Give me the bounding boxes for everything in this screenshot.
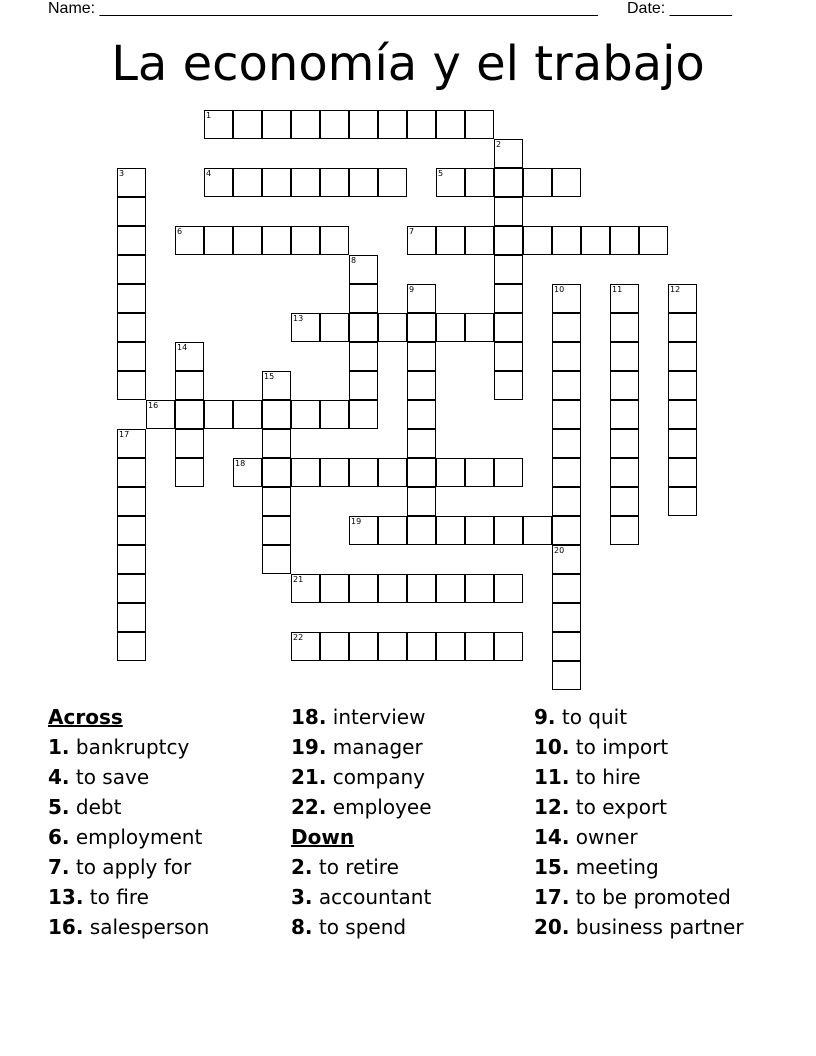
clue-item-text: bankruptcy (75, 735, 190, 759)
grid-cell[interactable] (378, 574, 407, 603)
clue-item (291, 702, 432, 732)
grid-cell[interactable] (552, 632, 581, 661)
clue-number: 14 (177, 343, 188, 352)
clue-number: 10 (554, 285, 565, 294)
grid-cell[interactable] (175, 342, 204, 371)
clue-column-2 (291, 702, 432, 942)
grid-cell[interactable] (291, 632, 320, 661)
grid-cell[interactable] (320, 110, 349, 139)
clue-number: 22 (293, 633, 304, 642)
grid-cell[interactable] (552, 487, 581, 516)
grid-cell[interactable] (552, 284, 581, 313)
grid-cell[interactable] (349, 574, 378, 603)
grid-cell[interactable] (552, 313, 581, 342)
clue-item-text: company (332, 765, 425, 789)
clue-item-number: 9. (534, 705, 556, 729)
clue-item-text: business partner (575, 915, 744, 939)
grid-cell[interactable] (378, 313, 407, 342)
clue-item-text: manager (332, 735, 423, 759)
clue-item-text: to export (575, 795, 668, 819)
clue-number: 20 (554, 546, 565, 555)
grid-cell[interactable] (610, 284, 639, 313)
clue-item-number: 20. (534, 915, 570, 939)
clue-item (291, 882, 432, 912)
grid-cell[interactable] (262, 226, 291, 255)
grid-cell[interactable] (407, 632, 436, 661)
grid-cell[interactable] (668, 429, 697, 458)
clue-item-number: 13. (48, 885, 84, 909)
grid-cell[interactable] (378, 458, 407, 487)
clue-item-text: owner (575, 825, 638, 849)
clue-number: 19 (351, 517, 362, 526)
clue-item-number: 14. (534, 825, 570, 849)
grid-cell[interactable] (581, 226, 610, 255)
grid-cell[interactable] (262, 371, 291, 400)
clue-item (291, 762, 432, 792)
clue-item (534, 852, 744, 882)
grid-cell[interactable] (349, 632, 378, 661)
clue-item (48, 822, 209, 852)
clue-item-number: 18. (291, 705, 327, 729)
grid-cell[interactable] (407, 574, 436, 603)
clue-item (534, 822, 744, 852)
grid-cell[interactable] (494, 516, 523, 545)
clue-item (48, 732, 209, 762)
grid-cell[interactable] (436, 313, 465, 342)
grid-cell[interactable] (407, 226, 436, 255)
clue-item-text: to apply for (75, 855, 192, 879)
grid-cell[interactable] (494, 458, 523, 487)
grid-cell[interactable] (117, 603, 146, 632)
grid-cell[interactable] (320, 168, 349, 197)
clue-item (534, 792, 744, 822)
clue-item-text: to be promoted (575, 885, 731, 909)
clue-item (534, 882, 744, 912)
grid-cell[interactable] (436, 516, 465, 545)
grid-cell[interactable] (407, 429, 436, 458)
clue-number: 18 (235, 459, 246, 468)
grid-cell[interactable] (378, 168, 407, 197)
clue-item-text: employment (75, 825, 203, 849)
grid-cell[interactable] (233, 226, 262, 255)
clue-item-text: accountant (318, 885, 432, 909)
clue-number: 7 (409, 227, 415, 236)
grid-cell[interactable] (523, 226, 552, 255)
clue-number: 1 (206, 111, 212, 120)
grid-cell[interactable] (639, 226, 668, 255)
clue-item-number: 8. (291, 915, 313, 939)
clue-item (48, 912, 209, 942)
grid-cell[interactable] (552, 661, 581, 690)
grid-cell[interactable] (117, 516, 146, 545)
clue-item-text: to quit (561, 705, 628, 729)
grid-cell[interactable] (117, 429, 146, 458)
grid-cell[interactable] (465, 313, 494, 342)
clue-number: 11 (612, 285, 623, 294)
grid-cell[interactable] (262, 110, 291, 139)
grid-cell[interactable] (407, 110, 436, 139)
grid-cell[interactable] (407, 516, 436, 545)
grid-cell[interactable] (117, 197, 146, 226)
grid-cell[interactable] (494, 168, 523, 197)
grid-cell[interactable] (436, 458, 465, 487)
clue-item-number: 16. (48, 915, 84, 939)
clue-item (534, 912, 744, 942)
clue-item-text: to hire (575, 765, 641, 789)
grid-cell[interactable] (668, 313, 697, 342)
grid-cell[interactable] (117, 168, 146, 197)
clue-item (48, 762, 209, 792)
clue-item-text: to spend (318, 915, 407, 939)
grid-cell[interactable] (436, 110, 465, 139)
grid-cell[interactable] (175, 400, 204, 429)
grid-cell[interactable] (117, 284, 146, 313)
clue-item (534, 702, 744, 732)
clue-heading: Down (291, 825, 355, 849)
grid-cell[interactable] (291, 458, 320, 487)
clue-number: 6 (177, 227, 183, 236)
date-field-line[interactable]: Date: _______ (627, 0, 732, 17)
grid-cell[interactable] (668, 342, 697, 371)
grid-cell[interactable] (465, 574, 494, 603)
clue-item-number: 10. (534, 735, 570, 759)
grid-cell[interactable] (349, 284, 378, 313)
grid-cell[interactable] (233, 110, 262, 139)
grid-cell[interactable] (552, 574, 581, 603)
grid-cell[interactable] (610, 429, 639, 458)
grid-cell[interactable] (668, 371, 697, 400)
grid-cell[interactable] (494, 139, 523, 168)
grid-cell[interactable] (117, 313, 146, 342)
grid-cell[interactable] (320, 400, 349, 429)
grid-cell[interactable] (204, 110, 233, 139)
clue-number: 15 (264, 372, 275, 381)
clue-number: 8 (351, 256, 357, 265)
clue-item-text: salesperson (89, 915, 210, 939)
grid-cell[interactable] (610, 400, 639, 429)
clue-item-number: 1. (48, 735, 70, 759)
grid-cell[interactable] (436, 226, 465, 255)
grid-cell[interactable] (262, 545, 291, 574)
grid-cell[interactable] (175, 371, 204, 400)
clue-item-number: 22. (291, 795, 327, 819)
grid-cell[interactable] (552, 458, 581, 487)
grid-cell[interactable] (552, 545, 581, 574)
grid-cell[interactable] (523, 168, 552, 197)
grid-cell[interactable] (349, 313, 378, 342)
grid-cell[interactable] (117, 255, 146, 284)
grid-cell[interactable] (262, 168, 291, 197)
grid-cell[interactable] (349, 255, 378, 284)
grid-cell[interactable] (407, 313, 436, 342)
grid-cell[interactable] (262, 429, 291, 458)
clue-item (48, 882, 209, 912)
clue-number: 12 (670, 285, 681, 294)
clue-item-number: 4. (48, 765, 70, 789)
grid-cell[interactable] (291, 400, 320, 429)
grid-cell[interactable] (552, 168, 581, 197)
grid-cell[interactable] (494, 632, 523, 661)
clue-item-number: 17. (534, 885, 570, 909)
grid-cell[interactable] (262, 458, 291, 487)
grid-cell[interactable] (494, 574, 523, 603)
grid-cell[interactable] (610, 516, 639, 545)
clue-item (291, 732, 432, 762)
grid-cell[interactable] (349, 516, 378, 545)
grid-cell[interactable] (233, 400, 262, 429)
grid-cell[interactable] (668, 284, 697, 313)
name-field-line[interactable]: Name: ________________________________________________________ (48, 0, 598, 17)
grid-cell[interactable] (523, 516, 552, 545)
grid-cell[interactable] (436, 168, 465, 197)
grid-cell[interactable] (610, 342, 639, 371)
grid-cell[interactable] (233, 458, 262, 487)
grid-cell[interactable] (291, 168, 320, 197)
clue-item (291, 792, 432, 822)
clue-number: 2 (496, 140, 502, 149)
clue-number: 9 (409, 285, 415, 294)
clue-item (48, 852, 209, 882)
clue-item-text: to fire (89, 885, 149, 909)
grid-cell[interactable] (407, 284, 436, 313)
grid-cell[interactable] (204, 400, 233, 429)
grid-cell[interactable] (668, 487, 697, 516)
clue-item (48, 792, 209, 822)
grid-cell[interactable] (262, 487, 291, 516)
grid-cell[interactable] (320, 313, 349, 342)
grid-cell[interactable] (117, 487, 146, 516)
grid-cell[interactable] (117, 458, 146, 487)
grid-cell[interactable] (378, 632, 407, 661)
grid-cell[interactable] (552, 516, 581, 545)
grid-cell[interactable] (320, 458, 349, 487)
grid-cell[interactable] (320, 226, 349, 255)
grid-cell[interactable] (175, 458, 204, 487)
clue-heading: Across (48, 705, 123, 729)
grid-cell[interactable] (320, 632, 349, 661)
grid-cell[interactable] (117, 342, 146, 371)
clue-item-number: 3. (291, 885, 313, 909)
grid-cell[interactable] (117, 632, 146, 661)
clue-item-number: 7. (48, 855, 70, 879)
grid-cell[interactable] (117, 545, 146, 574)
clue-number: 5 (438, 169, 444, 178)
grid-cell[interactable] (552, 603, 581, 632)
grid-cell[interactable] (349, 168, 378, 197)
clue-item-text: to save (75, 765, 150, 789)
clue-item (291, 852, 432, 882)
grid-cell[interactable] (610, 226, 639, 255)
grid-cell[interactable] (291, 574, 320, 603)
clue-item-number: 11. (534, 765, 570, 789)
clue-item-text: meeting (575, 855, 659, 879)
grid-cell[interactable] (407, 371, 436, 400)
clue-number: 3 (119, 169, 125, 178)
grid-cell[interactable] (552, 226, 581, 255)
grid-cell[interactable] (233, 168, 262, 197)
grid-cell[interactable] (146, 400, 175, 429)
grid-cell[interactable] (552, 371, 581, 400)
grid-cell[interactable] (610, 487, 639, 516)
grid-cell[interactable] (465, 458, 494, 487)
grid-cell[interactable] (668, 458, 697, 487)
grid-cell[interactable] (465, 516, 494, 545)
grid-cell[interactable] (407, 342, 436, 371)
grid-cell[interactable] (610, 371, 639, 400)
grid-cell[interactable] (465, 226, 494, 255)
clue-item-number: 6. (48, 825, 70, 849)
grid-cell[interactable] (349, 342, 378, 371)
grid-cell[interactable] (349, 110, 378, 139)
grid-cell[interactable] (610, 313, 639, 342)
grid-cell[interactable] (117, 574, 146, 603)
grid-cell[interactable] (610, 458, 639, 487)
clue-number: 13 (293, 314, 304, 323)
grid-cell[interactable] (494, 371, 523, 400)
clue-column-3 (534, 702, 744, 942)
grid-cell[interactable] (407, 458, 436, 487)
grid-cell[interactable] (494, 284, 523, 313)
grid-cell[interactable] (494, 226, 523, 255)
clue-number: 21 (293, 575, 304, 584)
grid-cell[interactable] (262, 400, 291, 429)
grid-cell[interactable] (262, 516, 291, 545)
grid-cell[interactable] (175, 429, 204, 458)
clue-item-number: 21. (291, 765, 327, 789)
page-title: La economía y el trabajo (111, 36, 705, 92)
grid-cell[interactable] (494, 313, 523, 342)
clue-item (534, 732, 744, 762)
clue-item (291, 912, 432, 942)
clue-item-number: 15. (534, 855, 570, 879)
clue-number: 16 (148, 401, 159, 410)
clue-item-text: employee (332, 795, 432, 819)
clue-item-text: to import (575, 735, 669, 759)
clue-item (534, 762, 744, 792)
clue-number: 17 (119, 430, 130, 439)
grid-cell[interactable] (494, 255, 523, 284)
grid-cell[interactable] (175, 226, 204, 255)
clue-item-number: 12. (534, 795, 570, 819)
grid-cell[interactable] (436, 574, 465, 603)
clue-item-number: 2. (291, 855, 313, 879)
clue-item-text: interview (332, 705, 426, 729)
grid-cell[interactable] (552, 342, 581, 371)
clue-number: 4 (206, 169, 212, 178)
grid-cell[interactable] (117, 371, 146, 400)
grid-cell[interactable] (291, 110, 320, 139)
clue-item-number: 19. (291, 735, 327, 759)
grid-cell[interactable] (465, 168, 494, 197)
grid-cell[interactable] (349, 371, 378, 400)
clue-item-number: 5. (48, 795, 70, 819)
grid-cell[interactable] (291, 226, 320, 255)
grid-cell[interactable] (204, 168, 233, 197)
grid-cell[interactable] (436, 632, 465, 661)
grid-cell[interactable] (494, 342, 523, 371)
grid-cell[interactable] (320, 574, 349, 603)
grid-cell[interactable] (378, 110, 407, 139)
grid-cell[interactable] (407, 400, 436, 429)
grid-cell[interactable] (349, 400, 378, 429)
grid-cell[interactable] (204, 226, 233, 255)
grid-cell[interactable] (465, 632, 494, 661)
grid-cell[interactable] (668, 400, 697, 429)
grid-cell[interactable] (117, 226, 146, 255)
grid-cell[interactable] (552, 400, 581, 429)
grid-cell[interactable] (465, 110, 494, 139)
clue-item-text: to retire (318, 855, 399, 879)
grid-cell[interactable] (407, 487, 436, 516)
grid-cell[interactable] (552, 429, 581, 458)
clue-item-text: debt (75, 795, 122, 819)
grid-cell[interactable] (378, 516, 407, 545)
grid-cell[interactable] (291, 313, 320, 342)
grid-cell[interactable] (494, 197, 523, 226)
clue-column-1 (48, 702, 209, 942)
grid-cell[interactable] (349, 458, 378, 487)
